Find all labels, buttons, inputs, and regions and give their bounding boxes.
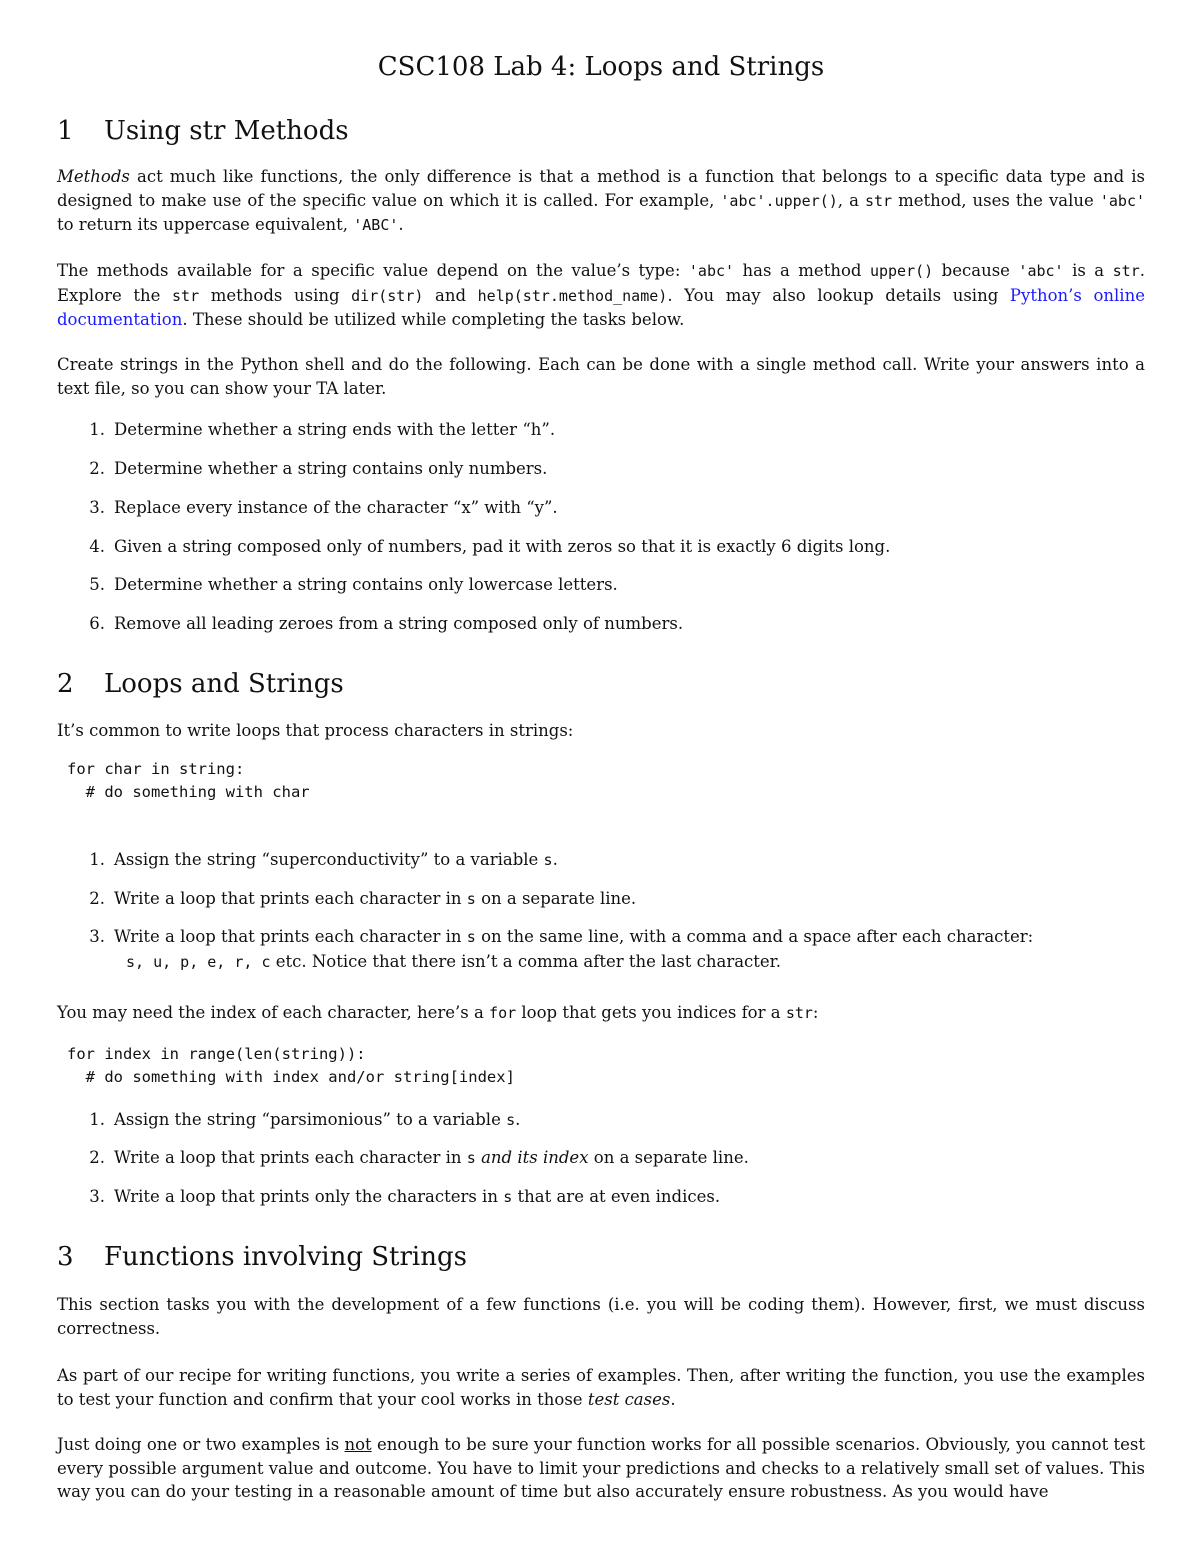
code-inline: dir(str) <box>351 286 424 305</box>
code-inline: str <box>172 286 200 305</box>
code-block: for index in range(len(string)): # do something with index and/or string[index] <box>67 1045 515 1086</box>
code-inline: s <box>503 1188 513 1206</box>
list-item <box>77 925 1145 974</box>
underlined-text: not <box>344 1435 372 1454</box>
list-number: 3. <box>89 927 105 946</box>
code-inline: 'abc' <box>1099 191 1146 210</box>
text: . These should be utilized while completing the tasks below. <box>182 310 685 329</box>
list-number: 2. <box>89 459 105 478</box>
section-title: Loops and Strings <box>104 669 344 699</box>
list-number: 6. <box>89 614 105 633</box>
text: methods using <box>199 285 352 305</box>
paragraph <box>57 1433 1145 1504</box>
code-inline: 'abc' <box>1018 262 1064 280</box>
section-number: 1 <box>57 116 74 146</box>
code-inline: 'ABC' <box>353 216 399 234</box>
text: enough to be sure your function works for all possible scenarios. Obviously, you cannot test every possible argument value and outcome. You have to limit your predictions and checks to a relatively small set of values. This way you can do your testing in a reasonable amount of time but also accurately ensure robustness. As you would have <box>57 1435 1145 1501</box>
code-inline: 'abc'.upper() <box>720 191 838 210</box>
code-inline: str <box>864 191 893 210</box>
list-text: Write a loop that prints each character in <box>114 927 467 946</box>
code-inline: s <box>466 890 476 908</box>
list-text: Replace every instance of the character “x” with “y”. <box>114 498 558 517</box>
code-inline: 'abc' <box>688 262 735 280</box>
text: Just doing one or two examples is <box>57 1435 345 1454</box>
code-inline: upper() <box>869 262 934 280</box>
list-number: 2. <box>89 1148 105 1167</box>
section-1-heading <box>57 114 349 148</box>
text: . <box>398 215 404 234</box>
section-number: 2 <box>57 669 74 699</box>
list-number: 1. <box>89 420 105 439</box>
section-2-heading <box>57 667 344 701</box>
list-text: that are at even indices. <box>512 1187 721 1206</box>
text: . <box>670 1389 676 1409</box>
list-number: 1. <box>89 850 105 869</box>
list-text: . <box>515 1110 521 1129</box>
text: and <box>423 285 478 305</box>
list-item <box>77 496 1145 520</box>
list-text: on a separate line. <box>475 889 637 908</box>
list-text: on the same line, with a comma and a space after each character: <box>475 927 1034 946</box>
code-inline: str <box>1112 262 1140 280</box>
list-item <box>77 457 1145 481</box>
text: to return its uppercase equivalent, <box>57 215 354 234</box>
list-item <box>77 887 1145 912</box>
paragraph <box>57 165 1145 238</box>
list-item <box>77 573 1145 597</box>
paragraph: It’s common to write loops that process characters in strings: <box>57 721 574 740</box>
code-inline: help(str.method_name) <box>477 286 668 305</box>
list-text: Determine whether a string contains only numbers. <box>114 459 548 478</box>
text: act much like functions, the only difference is that a method is a function that belongs to a specific data type and is designed to make use of the specific value on which it is called. For example, <box>57 167 1145 210</box>
list-item <box>77 1108 1145 1133</box>
text: because <box>933 261 1019 280</box>
list-text: . <box>552 850 558 869</box>
paragraph <box>57 1364 1145 1411</box>
paragraph: Create strings in the Python shell and do the following. Each can be done with a single method call. Write your answers into a text file, so you can show your TA later. <box>57 355 1145 398</box>
text: has a method <box>734 261 870 280</box>
text: , a <box>837 190 865 210</box>
section-title: Functions involving Strings <box>104 1242 467 1272</box>
page-title: CSC108 Lab 4: Loops and Strings <box>377 52 825 82</box>
paragraph: This section tasks you with the development of a few functions (i.e. you will be coding them). However, first, we must discuss correctness. <box>57 1295 1145 1338</box>
paragraph <box>57 1001 1145 1026</box>
text: . Explore the <box>57 261 1145 305</box>
emphasis: test cases <box>587 1389 671 1409</box>
list-item <box>77 848 1145 873</box>
list-text: Given a string composed only of numbers, pad it with zeros so that it is exactly 6 digits long. <box>114 537 891 556</box>
emphasis: Methods <box>57 167 130 186</box>
list-text: Write a loop that prints only the characters in <box>114 1187 504 1206</box>
code-inline: s <box>543 851 553 869</box>
code-inline: s <box>466 928 476 946</box>
list-text: Determine whether a string ends with the letter “h”. <box>114 420 556 439</box>
list-item <box>77 418 1145 442</box>
list-text: etc. Notice that there isn’t a comma after the last character. <box>270 951 781 971</box>
list-text: Assign the string “superconductivity” to a variable <box>114 850 544 869</box>
section-number: 3 <box>57 1242 74 1272</box>
text: method, uses the value <box>892 190 1100 210</box>
list-text: Determine whether a string contains only lowercase letters. <box>114 575 618 594</box>
text: You may need the index of each character, here’s a <box>57 1003 490 1022</box>
list-item <box>77 1185 1145 1210</box>
list-text: Write a loop that prints each character in <box>114 889 467 908</box>
list-text: on a separate line. <box>588 1148 749 1167</box>
list-number: 1. <box>89 1110 105 1129</box>
text: The methods available for a specific value depend on the value’s type: <box>57 261 689 280</box>
paragraph <box>57 259 1145 332</box>
list-text: Remove all leading zeroes from a string composed only of numbers. <box>114 614 684 633</box>
text: loop that gets you indices for a <box>516 1003 786 1022</box>
list-continuation <box>77 950 1145 975</box>
section-title: Using str Methods <box>104 116 349 146</box>
text: : <box>812 1003 819 1022</box>
text: is a <box>1063 261 1113 280</box>
list-item <box>77 535 1145 559</box>
list-number: 3. <box>89 498 105 517</box>
code-inline: for <box>489 1004 517 1022</box>
code-inline: str <box>785 1004 813 1022</box>
list-number: 5. <box>89 575 105 594</box>
code-inline: s <box>466 1149 476 1167</box>
text: . You may also lookup details using <box>667 285 1010 305</box>
code-inline: s, u, p, e, r, c <box>126 952 271 971</box>
list-item <box>77 1146 1145 1171</box>
text: As part of our recipe for writing functions, you write a series of examples. Then, after writing the function, you use the examples to test your function and confirm that your cool works in those <box>57 1366 1145 1409</box>
list-item <box>77 612 1145 636</box>
section-3-heading <box>57 1240 467 1274</box>
code-block: for char in string: # do something with char <box>67 760 310 801</box>
python-docs-link[interactable]: Python’s online documentation <box>57 285 1145 329</box>
list-number: 2. <box>89 889 105 908</box>
list-text: Write a loop that prints each character in <box>114 1148 467 1167</box>
list-text: Assign the string “parsimonious” to a variable <box>114 1110 507 1129</box>
emphasis: and its index <box>481 1148 589 1167</box>
list-number: 3. <box>89 1187 105 1206</box>
list-number: 4. <box>89 537 105 556</box>
code-inline: s <box>506 1111 516 1129</box>
